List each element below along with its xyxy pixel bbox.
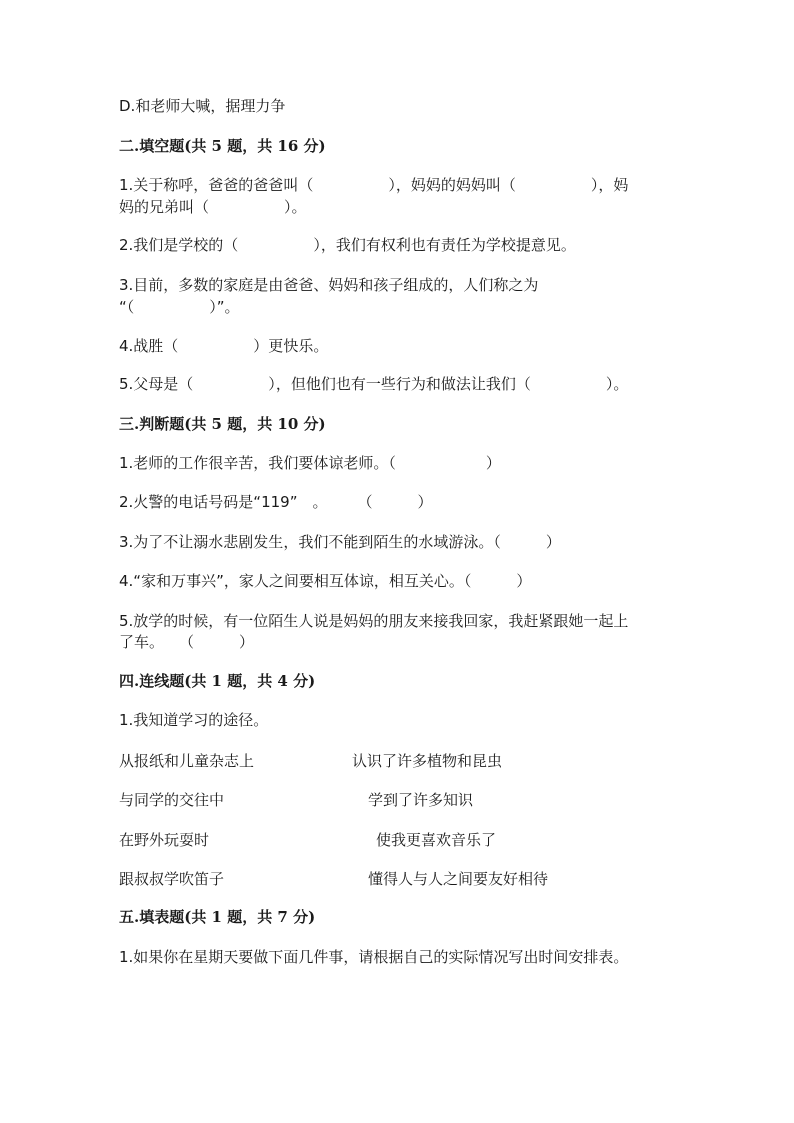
judge-q2: 2.火警的电话号码是“119” 。 （ ） (119, 493, 433, 511)
fill-q1-line1: 1.关于称呼，爸爸的爸爸叫（ ），妈妈的妈妈叫（ ），妈 (119, 176, 629, 194)
match-left-item: 跟叔叔学吹笛子 (119, 870, 225, 888)
section-4-heading: 四.连线题(共 1 题，共 4 分) (119, 672, 316, 690)
fill-q2: 2.我们是学校的（ ），我们有权利也有责任为学校提意见。 (119, 236, 576, 254)
fill-q1-line2: 妈的兄弟叫（ ）。 (119, 198, 307, 216)
fill-q3-line2: “（ ）”。 (119, 298, 240, 316)
match-left-item: 从报纸和儿童杂志上 (119, 752, 255, 770)
match-right-item: 懂得人与人之间要友好相待 (368, 870, 549, 888)
option-d-text: D.和老师大喊，据理力争 (119, 97, 286, 115)
fill-q5: 5.父母是（ ），但他们也有一些行为和做法让我们（ ）。 (119, 375, 629, 393)
match-q1: 1.我知道学习的途径。 (119, 711, 269, 729)
fill-q4: 4.战胜（ ）更快乐。 (119, 337, 329, 355)
match-left-item: 在野外玩耍时 (119, 831, 210, 849)
judge-q3: 3.为了不让溺水悲剧发生，我们不能到陌生的水域游泳。（ ） (119, 533, 561, 551)
match-right-item: 认识了许多植物和昆虫 (352, 752, 503, 770)
match-right-item: 使我更喜欢音乐了 (376, 831, 497, 849)
section-5-heading: 五.填表题(共 1 题，共 7 分) (119, 908, 316, 926)
judge-q5-line1: 5.放学的时候，有一位陌生人说是妈妈的朋友来接我回家，我赶紧跟她一起上 (119, 612, 629, 630)
fill-q3-line1: 3.目前，多数的家庭是由爸爸、妈妈和孩子组成的，人们称之为 (119, 276, 539, 294)
judge-q4: 4.“家和万事兴”，家人之间要相互体谅，相互关心。（ ） (119, 572, 532, 590)
judge-q1: 1.老师的工作很辛苦，我们要体谅老师。（ ） (119, 454, 501, 472)
section-3-heading: 三.判断题(共 5 题，共 10 分) (119, 415, 326, 433)
match-left-item: 与同学的交往中 (119, 791, 225, 809)
judge-q5-line2: 了车。 （ ） (119, 633, 255, 651)
table-q1: 1.如果你在星期天要做下面几件事，请根据自己的实际情况写出时间安排表。 (119, 948, 629, 966)
match-right-item: 学到了许多知识 (368, 791, 474, 809)
section-2-heading: 二.填空题(共 5 题，共 16 分) (119, 137, 326, 155)
